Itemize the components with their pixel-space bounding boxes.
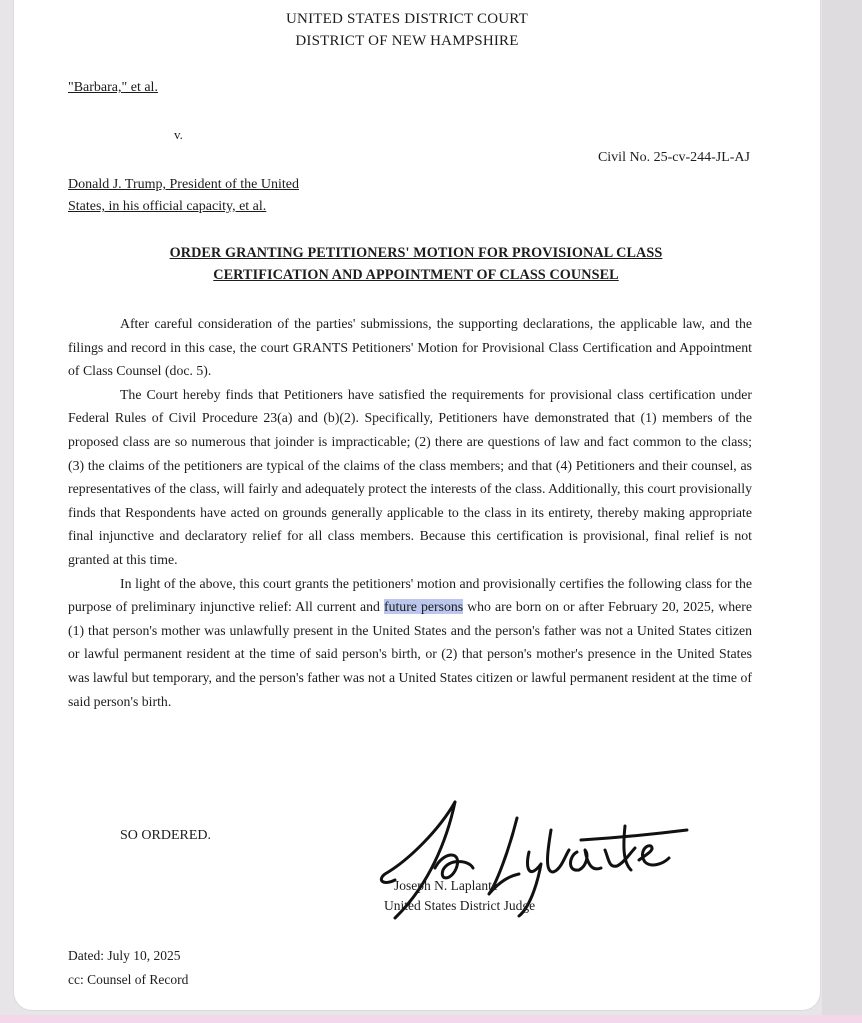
- caption-versus: v.: [174, 127, 183, 142]
- court-district: DISTRICT OF NEW HAMPSHIRE: [295, 33, 519, 49]
- judge-name: Joseph N. Laplante: [394, 878, 498, 893]
- caption-plaintiff: "Barbara," et al.: [68, 80, 158, 95]
- defendant-line-2: States, in his official capacity, et al.: [68, 199, 267, 214]
- highlighted-selection[interactable]: future persons: [383, 599, 464, 615]
- paragraph-2: The Court hereby finds that Petitioners have satisfied the requirements for provisional class certification under Federal Rules of Civil Procedure 23(a) and (b)(2). Specifically, Petitioners have demonstrated that (1) members of the proposed class are so numerous that joinder is impracticable; (2) there are questions of law and fact common to the class; (3) the claims of the petitioners are typical of the claims of the class members; and that (4) Petitioners and their counsel, as representatives of the class, will fairly and adequately protect the interests of the class. Additionally, this court provisionally finds that Respondents have acted on grounds generally applicable to the class in its entirety, thereby making appropriate final injunctive and declaratory relief for all class members. Because this certification is provisional, final relief is not granted at this time.: [68, 386, 752, 567]
- order-body: [68, 312, 752, 713]
- order-title-line-2: CERTIFICATION AND APPOINTMENT OF CLASS COUNSEL: [213, 267, 619, 283]
- case-number: Civil No. 25-cv-244-JL-AJ: [597, 150, 750, 165]
- paragraph-3-start: In light of the above, this court grants the petitioners' motion and provisionally certifies the following class for the purpose of preliminary injunctive relief: All current and: [68, 575, 752, 615]
- court-header: [14, 8, 800, 52]
- order-title: [66, 242, 766, 286]
- judge-title: United States District Judge: [384, 898, 536, 913]
- so-ordered: SO ORDERED.: [120, 828, 212, 843]
- date-block: [68, 944, 188, 992]
- dated-line: Dated: July 10, 2025: [68, 948, 181, 963]
- caption-defendant: [68, 174, 398, 218]
- order-title-line-1: ORDER GRANTING PETITIONERS' MOTION FOR PROVISIONAL CLASS: [169, 245, 663, 261]
- paragraph-3-end: who are born on or after February 20, 2025, where (1) that person's mother was unlawfully present in the United States and the person's father was not a United States citizen or lawful permanent resident at the time of said person's birth, or (2) that person's mother's presence in the United States was lawful but temporary, and the person's father was not a United States citizen or lawful permanent resident at the time of said person's birth.: [68, 599, 752, 709]
- document-page[interactable]: [14, 0, 820, 1010]
- viewer-margin: [822, 0, 862, 1015]
- bottom-accent-bar: [0, 1015, 862, 1023]
- paragraph-1: After careful consideration of the parties' submissions, the supporting declarations, the applicable law, and the filings and record in this case, the court GRANTS Petitioners' Motion for Provisional Class Certification and Appointment of Class Counsel (doc. 5).: [68, 316, 752, 379]
- cc-line: cc: Counsel of Record: [68, 972, 189, 987]
- paragraph-3: [68, 572, 752, 714]
- defendant-line-1: Donald J. Trump, President of the United: [68, 177, 299, 192]
- court-name: UNITED STATES DISTRICT COURT: [286, 11, 528, 27]
